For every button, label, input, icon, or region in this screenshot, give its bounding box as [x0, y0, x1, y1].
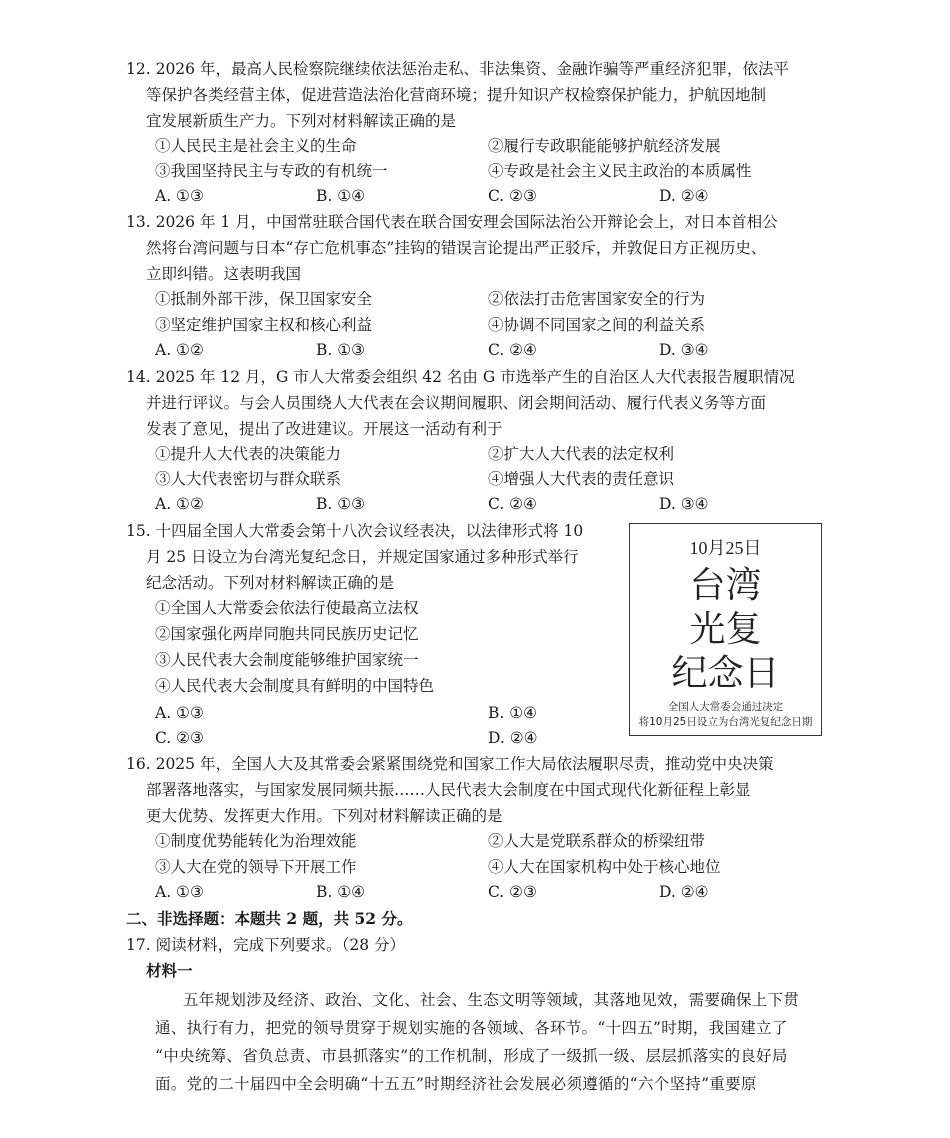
q12-answer-a: A. ①③	[155, 187, 204, 205]
q14-option-4: ④增强人大代表的责任意识	[488, 470, 675, 488]
q13-option-3: ③坚定维护国家主权和核心利益	[155, 316, 373, 334]
material-line-4: 面。党的二十届四中全会明确“十五五”时期经济社会发展必须遵循的“六个坚持”重要原	[155, 1075, 757, 1093]
section-heading: 二、非选择题：本题共 2 题，共 52 分。	[126, 909, 413, 928]
q14-option-1: ①提升人大代表的决策能力	[155, 445, 342, 463]
q13-option-4: ④协调不同国家之间的利益关系	[488, 316, 706, 334]
material-line-2: 通、执行有力，把党的领导贯穿于规划实施的各领域、各环节。“十四五”时期，我国建立了	[155, 1019, 788, 1037]
q17-stem: 17. 阅读材料，完成下列要求。（28 分）	[126, 936, 405, 954]
q16-option-3: ③人大在党的领导下开展工作	[155, 858, 357, 876]
q13-option-2: ②依法打击危害国家安全的行为	[488, 290, 706, 308]
q12-stem-line-1: 12. 2026 年，最高人民检察院继续依法惩治走私、非法集资、金融诈骗等严重经济犯罪，依法平	[126, 60, 789, 78]
q15-stem-line-3: 纪念活动。下列对材料解读正确的是	[146, 574, 395, 592]
figure-title-line-2: 光复	[689, 609, 762, 650]
material-line-1: 五年规划涉及经济、政治、文化、社会、生态文明等领域，其落地见效，需要确保上下贯	[183, 991, 800, 1009]
q12-stem-line-2: 等保护各类经营主体，促进营造法治化营商环境；提升知识产权检察保护能力，护航因地制	[146, 86, 767, 104]
q14-stem-line-1: 14. 2025 年 12 月，G 市人大常委会组织 42 名由 G 市选举产生的自治区人大代表报告履职情况	[126, 368, 795, 386]
figure-title-line-3: 纪念日	[671, 653, 780, 694]
q13-answer-a: A. ①②	[155, 341, 204, 359]
q12-option-2: ②履行专政职能能够护航经济发展	[488, 137, 721, 155]
q14-answer-b: B. ①③	[316, 495, 366, 513]
material-label: 材料一	[146, 961, 193, 980]
q13-stem-line-2: 然将台湾问题与日本“存亡危机事态”挂钩的错误言论提出严正驳斥，并敦促日方正视历史、	[146, 239, 767, 257]
q15-answer-a: A. ①③	[155, 704, 204, 722]
material-line-3: “中央统筹、省负总责、市县抓落实”的工作机制，形成了一级抓一级、层层抓落实的良好局	[155, 1047, 788, 1065]
q14-answer-c: C. ②④	[488, 495, 537, 513]
q16-stem-line-2: 部署落地落实，与国家发展同频共振……人民代表大会制度在中国式现代化新征程上彰显	[146, 781, 751, 799]
q15-option-2: ②国家强化两岸同胞共同民族历史记忆	[155, 625, 419, 643]
figure-caption-2: 将10月25日设立为台湾光复纪念日期	[638, 716, 813, 728]
q16-option-4: ④人大在国家机构中处于核心地位	[488, 858, 721, 876]
q13-answer-b: B. ①③	[316, 341, 366, 359]
q12-answer-b: B. ①④	[316, 187, 366, 205]
q12-option-4: ④专政是社会主义民主政治的本质属性	[488, 162, 752, 180]
q16-answer-d: D. ②④	[659, 883, 709, 901]
q16-stem-line-1: 16. 2025 年，全国人大及其常委会紧紧围绕党和国家工作大局依法履职尽责，推动党中央决策	[126, 755, 774, 773]
q15-answer-c: C. ②③	[155, 729, 204, 747]
q14-answer-d: D. ③④	[659, 495, 709, 513]
q14-stem-line-3: 发表了意见，提出了改进建议。开展这一活动有利于	[146, 420, 503, 438]
q14-option-2: ②扩大人大代表的法定权利	[488, 445, 675, 463]
q13-answer-d: D. ③④	[659, 341, 709, 359]
q13-stem-line-3: 立即纠错。这表明我国	[146, 265, 302, 283]
q15-answer-b: B. ①④	[488, 704, 538, 722]
q13-stem-line-1: 13. 2026 年 1 月，中国常驻联合国代表在联合国安理会国际法治公开辩论会上，对日本首相公	[126, 213, 778, 231]
commemoration-figure	[629, 523, 822, 736]
q14-stem-line-2: 并进行评议。与会人员围绕人大代表在会议期间履职、闭会期间活动、履行代表义务等方面	[146, 394, 767, 412]
q12-option-3: ③我国坚持民主与专政的有机统一	[155, 162, 388, 180]
q16-answer-c: C. ②③	[488, 883, 537, 901]
q14-answer-a: A. ①②	[155, 495, 204, 513]
q14-option-3: ③人大代表密切与群众联系	[155, 470, 342, 488]
q15-option-1: ①全国人大常委会依法行使最高立法权	[155, 599, 419, 617]
q12-answer-c: C. ②③	[488, 187, 537, 205]
figure-title-line-1: 台湾	[689, 565, 762, 606]
q16-answer-a: A. ①③	[155, 883, 204, 901]
q13-option-1: ①抵制外部干涉，保卫国家安全	[155, 290, 373, 308]
q15-option-3: ③人民代表大会制度能够维护国家统一	[155, 651, 419, 669]
figure-caption-1: 全国人大常委会通过决定	[667, 701, 784, 713]
q16-option-2: ②人大是党联系群众的桥梁纽带	[488, 832, 706, 850]
q15-option-4: ④人民代表大会制度具有鲜明的中国特色	[155, 677, 435, 695]
q15-stem-line-2: 月 25 日设立为台湾光复纪念日，并规定国家通过多种形式举行	[146, 548, 579, 566]
q16-stem-line-3: 更大优势、发挥更大作用。下列对材料解读正确的是	[146, 807, 503, 825]
q15-stem-line-1: 15. 十四届全国人大常委会第十八次会议经表决，以法律形式将 10	[126, 522, 584, 540]
q13-answer-c: C. ②④	[488, 341, 537, 359]
q12-stem-line-3: 宜发展新质生产力。下列对材料解读正确的是	[146, 112, 457, 130]
q12-option-1: ①人民民主是社会主义的生命	[155, 137, 357, 155]
q16-answer-b: B. ①④	[316, 883, 366, 901]
figure-date: 10月25日	[689, 538, 762, 558]
q12-answer-d: D. ②④	[659, 187, 709, 205]
q16-option-1: ①制度优势能转化为治理效能	[155, 832, 357, 850]
q15-answer-d: D. ②④	[488, 729, 538, 747]
